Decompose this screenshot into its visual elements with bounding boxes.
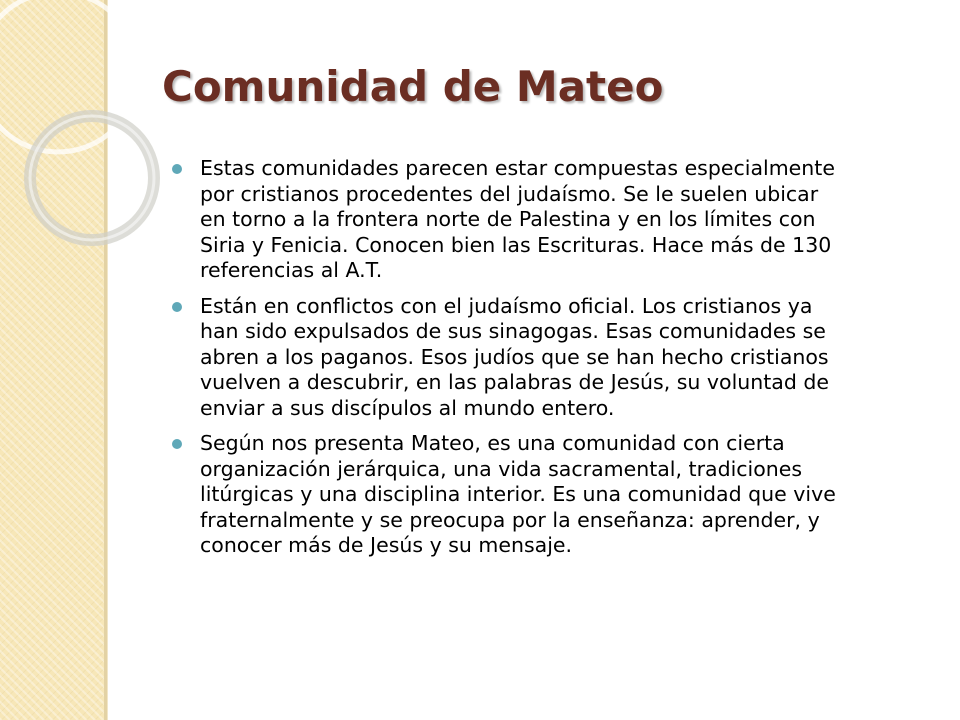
slide-title: Comunidad de Mateo: [162, 62, 664, 111]
bullet-line: fraternalmente y se preocupa por la enseñanza: aprender, y: [200, 507, 820, 532]
bullet-line: Siria y Fenicia. Conocen bien las Escrituras. Hace más de 130: [200, 232, 832, 257]
bullet-line: por cristianos procedentes del judaísmo. Se le suelen ubicar: [200, 181, 819, 206]
bullet-item: [172, 294, 932, 422]
bullet-line: Según nos presenta Mateo, es una comunidad con cierta: [200, 431, 785, 455]
bullet-line: conocer más de Jesús y su mensaje.: [200, 533, 573, 557]
decorative-circle-small-highlight: [30, 116, 154, 240]
bullet-line: referencias al A.T.: [200, 258, 383, 282]
bullet-line: Están en conflictos con el judaísmo oficial. Los cristianos ya: [200, 293, 813, 318]
bullet-line: Estas comunidades parecen estar compuestas especialmente: [200, 156, 835, 180]
bullet-line: en torno a la frontera norte de Palestina y en los límites con: [200, 207, 816, 231]
bullet-item: [172, 156, 932, 284]
bullet-item: [172, 431, 932, 559]
bullet-dot-icon: [172, 302, 182, 312]
bullet-line: vuelven a descubrir, en las palabras de Jesús, su voluntad de: [200, 370, 830, 394]
bullet-line: litúrgicas y una disciplina interior. Es una comunidad que vive: [200, 482, 836, 506]
bullet-line: abren a los paganos. Esos judíos que se han hecho cristianos: [200, 344, 829, 369]
bullet-line: enviar a sus discípulos al mundo entero.: [200, 395, 615, 420]
bullet-dot-icon: [172, 439, 182, 449]
bullet-dot-icon: [172, 164, 182, 174]
decorative-circles: [0, 0, 200, 300]
bullet-line: han sido expulsados de sus sinagogas. Esas comunidades se: [200, 319, 826, 343]
bullet-list: [172, 156, 932, 569]
decorative-circle-large: [0, 0, 138, 152]
bullet-line: organización jerárquica, una vida sacramental, tradiciones: [200, 456, 803, 481]
